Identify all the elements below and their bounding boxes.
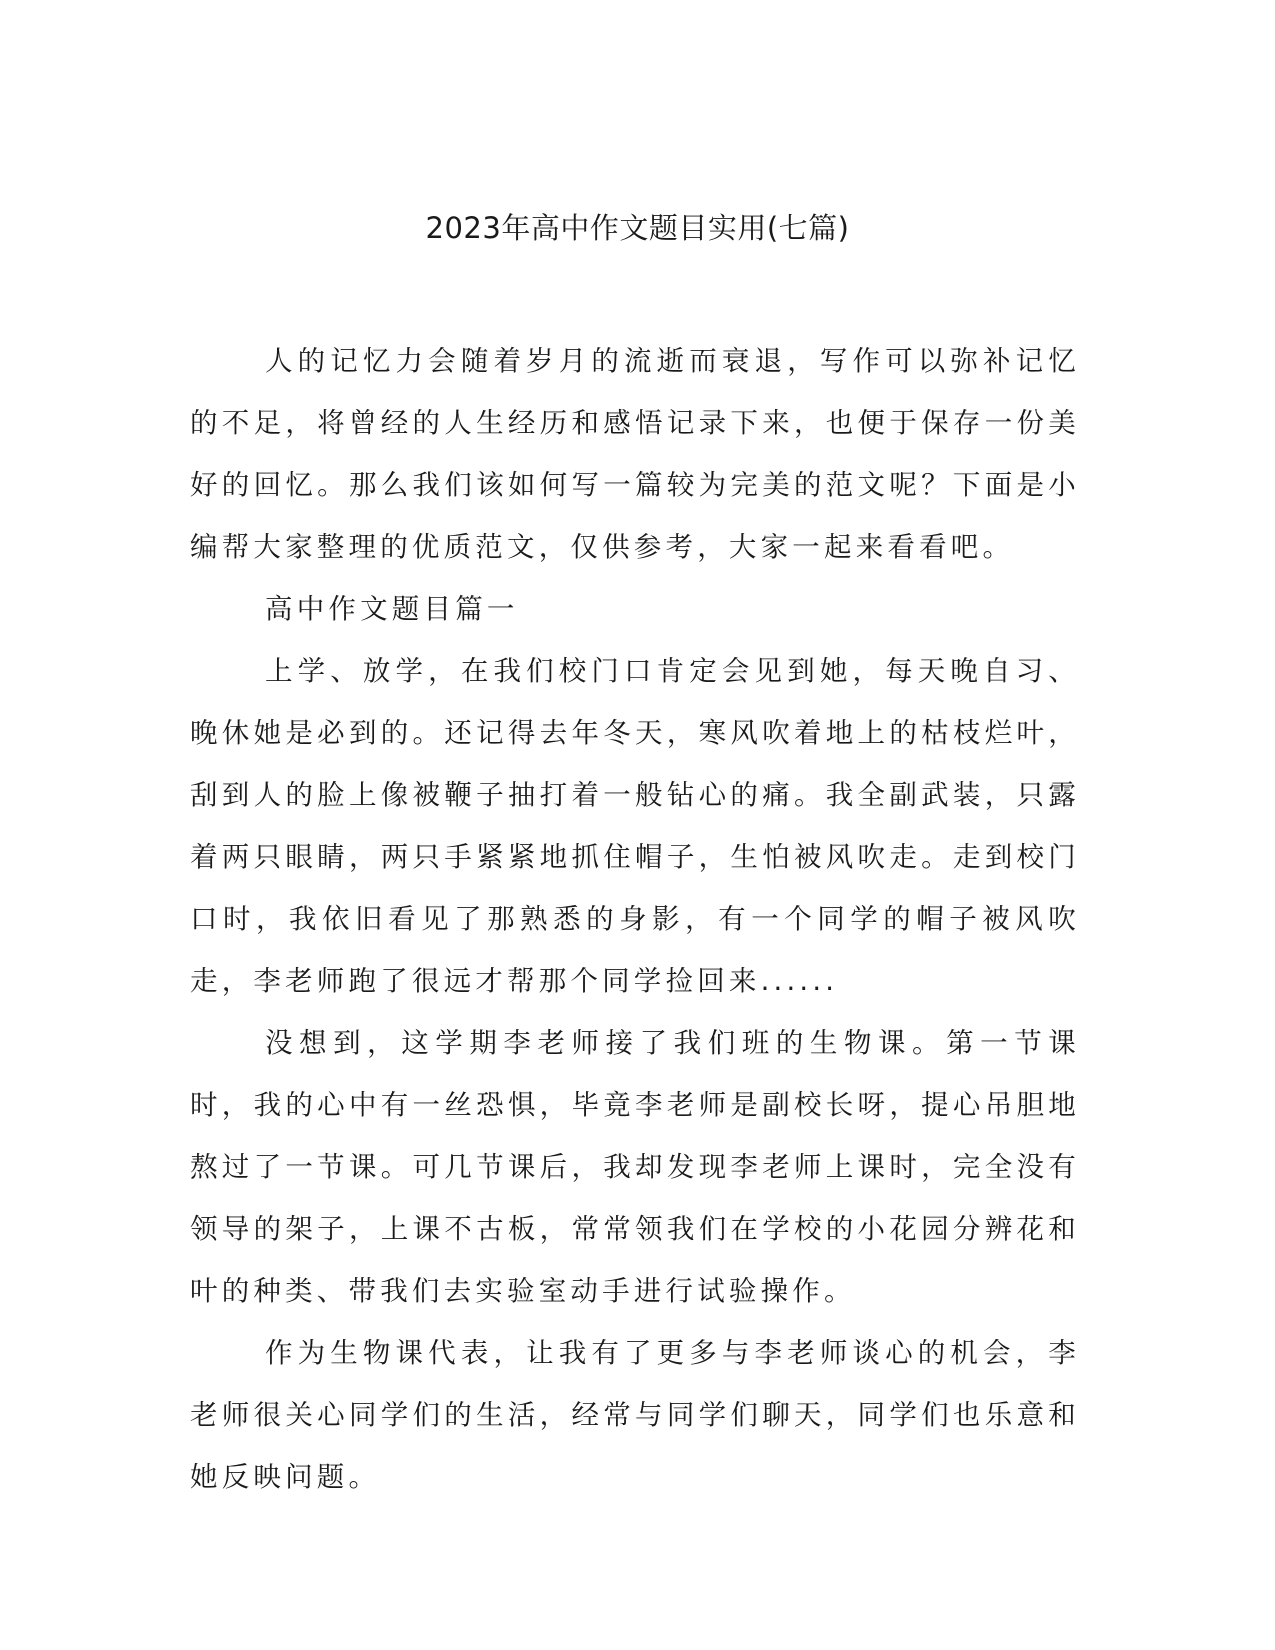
body-paragraph-3: 作为生物课代表，让我有了更多与李老师谈心的机会，李老师很关心同学们的生活，经常与同学们聊天，同学们也乐意和她反映问题。 <box>190 1337 1080 1493</box>
document-title: 2023年高中作文题目实用(七篇) <box>425 211 850 245</box>
body-paragraph-1: 上学、放学，在我们校门口肯定会见到她，每天晚自习、晚休她是必到的。还记得去年冬天，寒风吹着地上的枯枝烂叶，刮到人的脸上像被鞭子抽打着一般钻心的痛。我全副武装，只露着两只眼睛，两只手紧紧地抓住帽子，生怕被风吹走。走到校门口时，我依旧看见了那熟悉的身影，有一个同学的帽子被风吹走，李老师跑了很远才帮那个同学捡回来...... <box>190 655 1080 997</box>
document-body <box>190 330 1080 1508</box>
body-paragraph-2: 没想到，这学期李老师接了我们班的生物课。第一节课时，我的心中有一丝恐惧，毕竟李老师是副校长呀，提心吊胆地熬过了一节课。可几节课后，我却发现李老师上课时，完全没有领导的架子，上课不古板，常常领我们在学校的小花园分辨花和叶的种类、带我们去实验室动手进行试验操作。 <box>190 1027 1080 1307</box>
section-heading: 高中作文题目篇一 <box>265 593 519 625</box>
intro-paragraph: 人的记忆力会随着岁月的流逝而衰退，写作可以弥补记忆的不足，将曾经的人生经历和感悟记录下来，也便于保存一份美好的回忆。那么我们该如何写一篇较为完美的范文呢？下面是小编帮大家整理的优质范文，仅供参考，大家一起来看看吧。 <box>190 345 1080 563</box>
